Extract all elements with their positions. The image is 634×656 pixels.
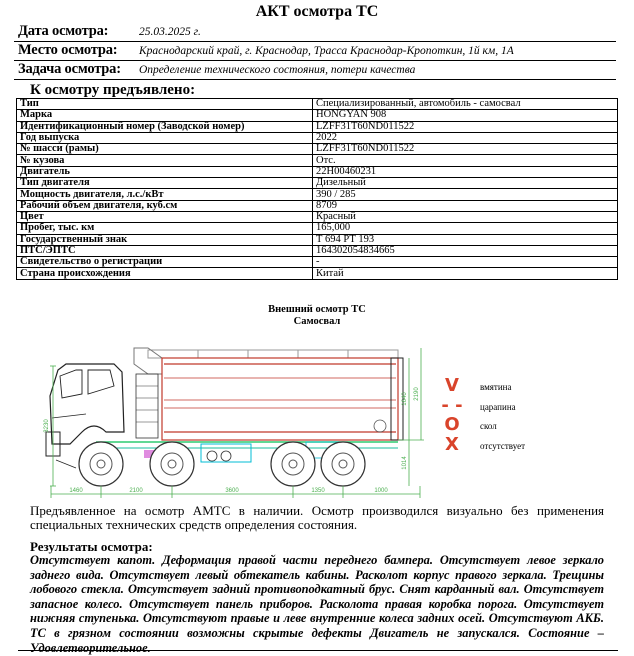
inspection-place-value: Краснодарский край, г. Краснодар, Трасса Краснодар-Кропоткин, 1й км, 1А (139, 45, 514, 57)
spec-value: 164302054834665 (313, 245, 618, 256)
dim-bottom-4: 1000 (374, 488, 388, 494)
figure-title-line1: Внешний осмотр ТС (268, 304, 366, 315)
spec-value: Китай (313, 268, 618, 279)
spec-key: Мощность двигателя, л.с./кВт (17, 189, 313, 200)
spec-value: Специализированный, автомобиль - самосвал (313, 99, 618, 110)
inspection-date-value: 25.03.2025 г. (139, 26, 201, 38)
spec-value: HONGYAN 908 (313, 110, 618, 121)
dim-bottom-0: 1460 (69, 488, 83, 494)
spec-key: Государственный знак (17, 234, 313, 245)
inspection-date-row (14, 23, 616, 42)
spec-key: Свидетельство о регистрации (17, 257, 313, 268)
spec-key: Двигатель (17, 166, 313, 177)
spec-row (17, 155, 618, 166)
legend-label: царапина (480, 401, 516, 412)
spec-row (17, 257, 618, 268)
dim-bottom-2: 3600 (225, 488, 239, 494)
spec-row (17, 166, 618, 177)
dim-right-upper: 1640 (402, 392, 408, 406)
spec-row (17, 189, 618, 200)
spec-value: LZFF31T60ND011522 (313, 144, 618, 155)
wheels (79, 442, 365, 486)
spec-key: Рабочий объем двигателя, куб.см (17, 200, 313, 211)
bottom-divider (18, 650, 618, 651)
inspection-note: Предъявленное на осмотр АМТС в наличии. Осмотр производился визуально без применения специальных технических средств определения состояния. (30, 503, 604, 532)
spec-row (17, 144, 618, 155)
spec-value: Красный (313, 211, 618, 222)
wheel-second (150, 442, 194, 486)
spec-key: № кузова (17, 155, 313, 166)
dent-icon: V (445, 375, 459, 396)
inspection-task-label: Задача осмотра: (18, 61, 121, 77)
spec-value: Т 694 РТ 193 (313, 234, 618, 245)
inspection-date-label: Дата осмотра: (18, 23, 109, 39)
spec-row (17, 245, 618, 256)
legend-label: отсутствует (480, 440, 526, 451)
missing-icon: X (445, 433, 459, 455)
dim-right-lower: 1014 (402, 456, 408, 470)
spec-key: Идентификационный номер (Заводской номер) (17, 121, 313, 132)
spec-value: LZFF31T60ND011522 (313, 121, 618, 132)
spec-key: Год выпуска (17, 132, 313, 143)
scratch-icon: - - (441, 394, 463, 416)
spec-key: Пробег, тыс. км (17, 223, 313, 234)
spec-value: Отс. (313, 155, 618, 166)
inspection-task-value: Определение технического состояния, потери качества (139, 64, 416, 76)
spec-key: Тип (17, 99, 313, 110)
dim-bottom-1: 2100 (129, 488, 143, 494)
dim-right-total: 2190 (414, 387, 420, 401)
chip-icon: O (444, 414, 460, 435)
spec-row (17, 121, 618, 132)
dump-body (134, 348, 403, 440)
spec-value: 8709 (313, 200, 618, 211)
spec-value: Дизельный (313, 178, 618, 189)
spec-key: Марка (17, 110, 313, 121)
spec-value: - (313, 257, 618, 268)
dim-bottom-3: 1350 (311, 488, 325, 494)
wheel-front (79, 442, 123, 486)
spec-row (17, 223, 618, 234)
legend-label: вмятина (480, 382, 512, 392)
vehicle-specs-table (16, 98, 618, 280)
spec-key: Тип двигателя (17, 178, 313, 189)
dim-left-height: 3230 (44, 419, 50, 433)
spec-value: 2022 (313, 132, 618, 143)
wheel-rear (321, 442, 365, 486)
spec-row (17, 268, 618, 279)
spec-key: № шасси (рамы) (17, 144, 313, 155)
legend-label: скол (480, 421, 497, 431)
spec-key: Цвет (17, 211, 313, 222)
spec-row (17, 211, 618, 222)
truck-diagram (36, 336, 426, 500)
spec-row (17, 234, 618, 245)
spec-key: ПТС/ЭПТС (17, 245, 313, 256)
figure-title-line2: Самосвал (293, 316, 341, 327)
spec-row (17, 200, 618, 211)
spec-row (17, 99, 618, 110)
spec-row (17, 178, 618, 189)
inspection-task-row (14, 61, 616, 80)
specs-section-title: К осмотру предъявлено: (30, 82, 196, 98)
results-text: Отсутствует капот. Деформация правой части переднего бампера. Отсутствует левое зеркало заднего вида. Отсутствует левый обтекатель кабины. Расколот корпус правого зеркала. Трещины лобового стекла. Отсутствует задний противоподкатный брус. Снят карданный вал. Отсутствует запасное колесо. Отсутствует панель приборов. Расколота правая коробка порога. Отсутствует нижняя ступенька. Отсутствуют правые и леве внутренние колеса задних осей. Отсутствуют АКБ. ТС в грязном состоянии возможны скрытые дефекты Двигатель не запускался. Состояние – Удовлетворительное. (30, 553, 604, 655)
spec-row (17, 132, 618, 143)
spec-value: 165,000 (313, 223, 618, 234)
document-title: АКТ осмотра ТС (255, 3, 379, 20)
spec-value: 22H00460231 (313, 166, 618, 177)
spec-key: Страна происхождения (17, 268, 313, 279)
inspection-place-label: Место осмотра: (18, 42, 118, 58)
figure-title (0, 304, 634, 328)
results-title: Результаты осмотра: (30, 539, 153, 554)
spec-value: 390 / 285 (313, 189, 618, 200)
spec-row (17, 110, 618, 121)
wheel-third (271, 442, 315, 486)
inspection-place-row (14, 42, 616, 61)
